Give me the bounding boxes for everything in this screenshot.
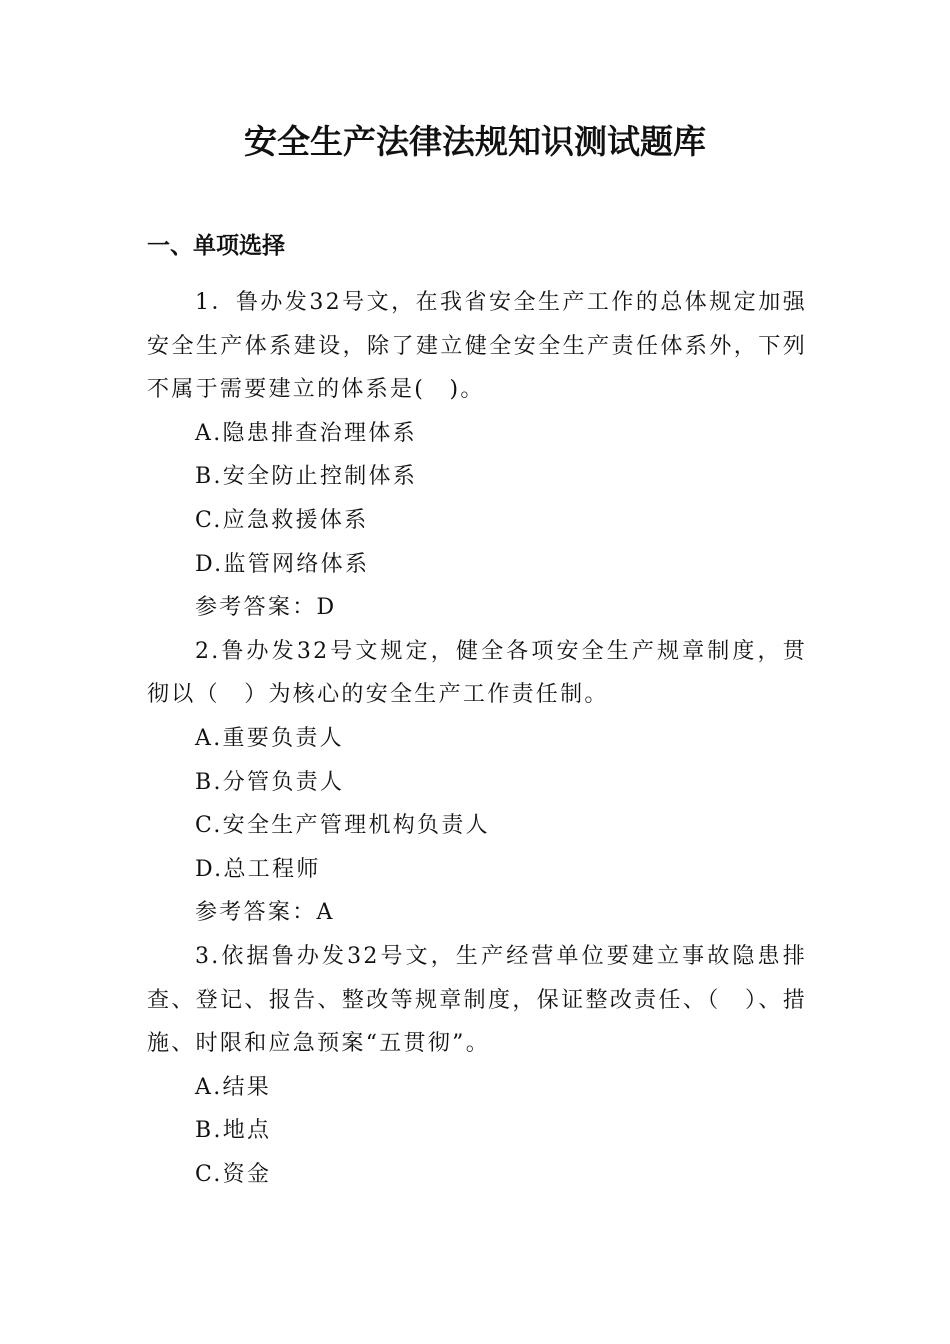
question-text: 2.鲁办发32号文规定，健全各项安全生产规章制度，贯彻以（ ）为核心的安全生产工作责任制。	[147, 638, 807, 708]
answer-line: 参考答案：A	[195, 900, 335, 926]
section-heading: 一、单项选择	[147, 233, 285, 259]
option-a: A.隐患排查治理体系	[195, 420, 417, 446]
option-b: B.安全防止控制体系	[195, 464, 418, 490]
question-text: 1．鲁办发32号文，在我省安全生产工作的总体规定加强安全生产体系建设，除了建立健全安全生产责任体系外，下列不属于需要建立的体系是( )。	[147, 290, 807, 403]
question-list	[147, 281, 807, 1196]
option-c: C.安全生产管理机构负责人	[195, 813, 490, 839]
option-b: B.分管负责人	[195, 769, 345, 795]
option-d: D.总工程师	[195, 856, 321, 882]
option-a: A.结果	[195, 1074, 272, 1100]
option-d: D.监管网络体系	[195, 551, 370, 577]
question-block	[147, 281, 807, 630]
question-block	[147, 630, 807, 935]
question-block	[147, 935, 807, 1197]
option-c: C.资金	[195, 1161, 272, 1187]
option-a: A.重要负责人	[195, 725, 344, 751]
option-c: C.应急救援体系	[195, 507, 369, 533]
document-title: 安全生产法律法规知识测试题库	[244, 122, 706, 161]
question-text: 3.依据鲁办发32号文，生产经营单位要建立事故隐患排查、登记、报告、整改等规章制度，保证整改责任、（ ）、措施、时限和应急预案“五贯彻”。	[147, 943, 807, 1057]
option-b: B.地点	[195, 1118, 272, 1144]
answer-line: 参考答案：D	[195, 595, 337, 621]
